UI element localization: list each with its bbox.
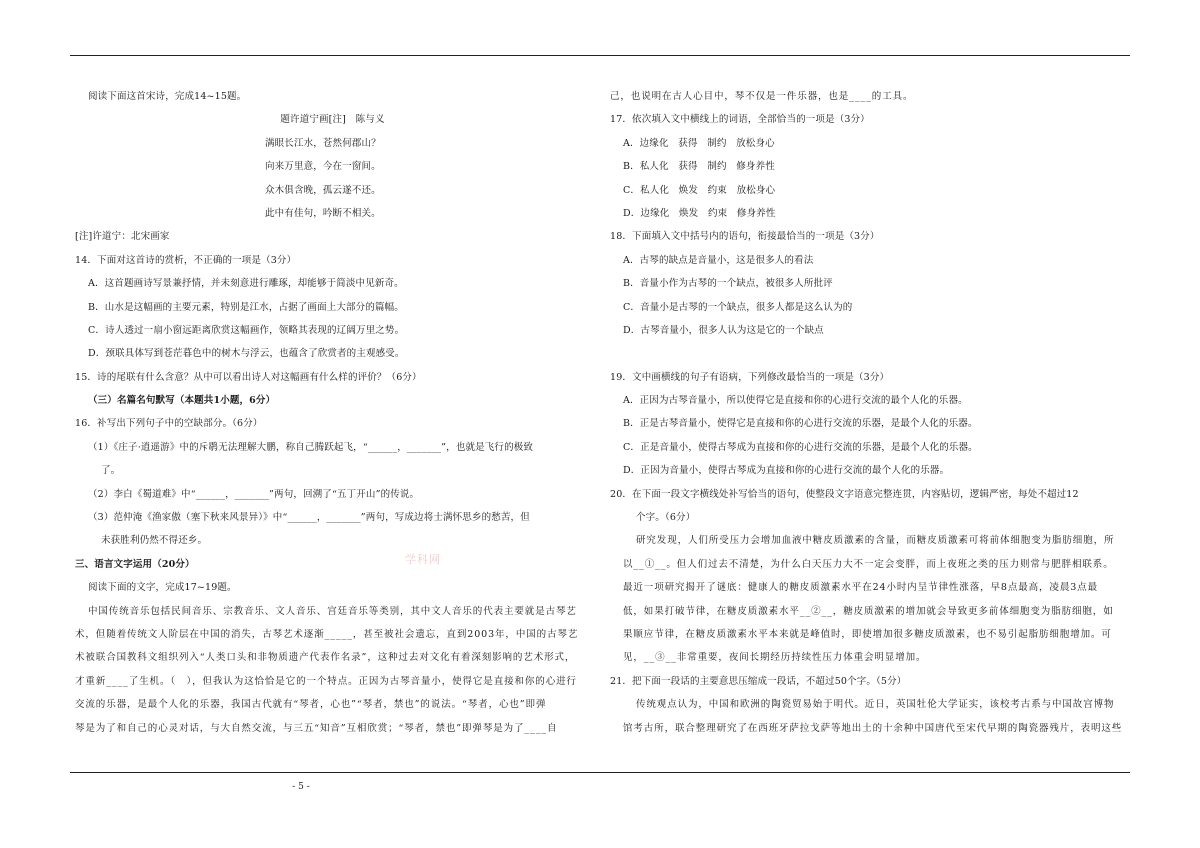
right-text-line: 研究发现，人们所受压力会增加血液中糖皮质激素的含量，而糖皮质激素可将前体细胞变为脂肪细胞，所: [636, 535, 1115, 547]
right-text-line: 18．下面填入文中括号内的语句，衔接最恰当的一项是（3分）: [610, 231, 880, 243]
left-text-line: 术，但随着传统文人阶层在中国的消失，古琴艺术逐渐_____，甚至被社会遗忘，直到2003年，中国的古琴艺: [75, 628, 579, 640]
right-text-line: C．正是音量小，使得古琴成为直接和你的心进行交流的乐器，是最个人化的乐器。: [623, 441, 978, 453]
left-text-line: （1）《庄子·逍遥游》中的斥鹖无法理解大鹏，称自己腾跃起飞，“______，_______”，也就是飞行的极致: [88, 441, 534, 453]
right-text-line: 21．把下面一段话的主要意思压缩成一段话，不超过50个字。（5分）: [610, 675, 907, 687]
left-text-line: （2）李白《蜀道难》中“______，_______”两句，回溯了“五丁开山”的传说。: [88, 488, 420, 500]
right-text-line: A．边缘化 获得 制约 放松身心: [623, 137, 775, 149]
right-column: [610, 85, 1130, 740]
left-text-line: 题许道宁画[注] 陈与义: [280, 114, 385, 126]
left-text-line: 16．补写出下列句子中的空缺部分。（6分）: [75, 418, 263, 430]
right-text-line: 17．依次填入文中横线上的词语，全部恰当的一项是（3分）: [610, 114, 870, 126]
footer-rule: [70, 772, 1130, 773]
left-text-line: 阅读下面的文字，完成17~19题。: [88, 582, 237, 594]
right-text-line: 馆考古所，联合整理研究了在西班牙萨拉戈萨等地出土的十余种中国唐代至宋代早期的陶瓷器残片，表明这些: [623, 722, 1123, 734]
left-text-line: 未获胜利仍然不得还乡。: [101, 535, 208, 547]
left-text-line: 琴是为了和自己的心灵对话，与大自然交流，与三五“知音”互相欣赏；“琴者，禁也”即弹琴是为了____自: [75, 722, 558, 734]
right-text-line: 见，__③__非常重要，夜间长期经历持续性压力体重会明显增加。: [623, 652, 927, 664]
left-text-line: 中国传统音乐包括民间音乐、宗教音乐、文人音乐、宫廷音乐等类别，其中文人音乐的代表主要就是古琴艺: [88, 605, 577, 617]
right-text-line: 己，也说明在古人心目中，琴不仅是一件乐器，也是____的工具。: [610, 91, 914, 102]
right-text-line: C．音量小是古琴的一个缺点，很多人都是这么认为的: [623, 301, 853, 313]
left-text-line: B．山水是这幅画的主要元素，特别是江水，占据了画面上大部分的篇幅。: [88, 301, 404, 313]
left-text-line: 三、语言文字运用（20分）: [75, 558, 195, 570]
left-text-line: 阅读下面这首宋诗，完成14~15题。: [88, 91, 247, 102]
left-text-line: 14．下面对这首诗的赏析，不正确的一项是（3分）: [75, 254, 297, 266]
right-text-line: A．正因为古琴音量小，所以使得它是直接和你的心进行交流的最个人化的乐器。: [623, 395, 968, 407]
left-text-line: 众木俱含晚，孤云遂不还。: [265, 184, 381, 196]
right-text-line: 19．文中画横线的句子有语病，下列修改最恰当的一项是（3分）: [610, 371, 890, 383]
right-text-line: D．边缘化 焕发 约束 修身养性: [623, 207, 776, 219]
watermark-stamp: 学科网: [405, 553, 441, 566]
left-text-line: 满眼长江水，苍然何郡山？: [265, 137, 381, 149]
left-text-line: C．诗人透过一扇小窗远距离欣赏这幅画作，领略其表现的辽阔万里之势。: [88, 324, 405, 336]
right-text-line: 传统观点认为，中国和欧洲的陶瓷贸易始于明代。近日，英国牡伦大学证实，该校考古系与中国故宫博物: [636, 699, 1115, 711]
right-text-line: B．音量小作为古琴的一个缺点，被很多人所批评: [623, 278, 833, 290]
left-text-line: D．颈联具体写到苍茫暮色中的树木与浮云，也蕴含了欣赏者的主观感受。: [88, 348, 405, 360]
right-text-line: C．私人化 焕发 约束 放松身心: [623, 184, 776, 196]
right-text-line: 以__①__。但人们过去不清楚，为什么白天压力大不一定会变胖，而上夜班之类的压力则常与肥胖相联系。: [623, 558, 1114, 570]
right-text-line: D．正因为音量小，使得古琴成为直接和你的心进行交流的最个人化的乐器。: [623, 465, 950, 477]
header-rule: [70, 55, 1130, 56]
left-text-line: （3）范仲淹《渔家傲（塞下秋来风景异）》中“______，_______”两句，写成边将士满怀思乡的愁苦，但: [88, 512, 530, 524]
right-text-line: B．私人化 获得 制约 修身养性: [623, 161, 775, 173]
right-text-line: A．古琴的缺点是音量小，这是很多人的看法: [623, 254, 814, 266]
page-number: - 5 -: [292, 782, 310, 792]
left-text-line: [注]许道宁：北宋画家: [75, 231, 170, 243]
right-text-line: 果顺应节律，在糖皮质激素水平本来就是峰值时，即使增加很多糖皮质激素，也不易引起脂肪细胞增加。可: [623, 628, 1112, 640]
left-text-line: 此中有佳句，吟断不相关。: [265, 207, 381, 219]
left-text-line: A．这首题画诗写景兼抒情，并未刻意进行雕琢，却能够于简淡中见新奇。: [88, 278, 404, 290]
right-text-line: 最近一项研究揭开了谜底：健康人的糖皮质激素水平在24小时内呈节律性涨落，早8点最高，凌晨3点最: [623, 582, 1098, 594]
left-text-line: 才重新____了生机。（ ），但我认为这恰恰是它的一个特点。正因为古琴音量小，使得它是直接和你的心进行: [75, 675, 577, 687]
right-text-line: B．正是古琴音量小，使得它是直接和你的心进行交流的乐器，是最个人化的乐器。: [623, 418, 978, 430]
left-text-line: 15．诗的尾联有什么含意？从中可以看出诗人对这幅画有什么样的评价？（6分）: [75, 371, 422, 383]
left-text-line: 交流的乐器，是最个人化的乐器，我国古代就有“琴者，心也”“琴者，禁也”的说法。“琴者，心也”即弹: [75, 699, 547, 711]
right-text-line: 个字。（6分）: [636, 512, 696, 524]
right-text-line: 低，如果打破节律，在糖皮质激素水平__②__，糖皮质激素的增加就会导致更多前体细胞变为脂肪细胞，如: [623, 605, 1114, 617]
left-text-line: 向来万里意，今在一窗间。: [265, 161, 381, 173]
left-text-line: 术被联合国教科文组织列入“人类口头和非物质遗产代表作名录”，这种过去对文化有着深刻影响的艺术形式，: [75, 652, 576, 664]
left-column: [75, 85, 590, 740]
right-text-line: D．古琴音量小，很多人认为这是它的一个缺点: [623, 324, 824, 336]
right-text-line: 20．在下面一段文字横线处补写恰当的语句，使整段文字语意完整连贯，内容贴切，逻辑严密，每处不超过12: [610, 488, 1079, 500]
left-text-line: （三）名篇名句默写（本题共1小题，6分）: [88, 395, 276, 407]
left-text-line: 了。: [101, 465, 121, 477]
right-text-line: [610, 342, 1130, 365]
